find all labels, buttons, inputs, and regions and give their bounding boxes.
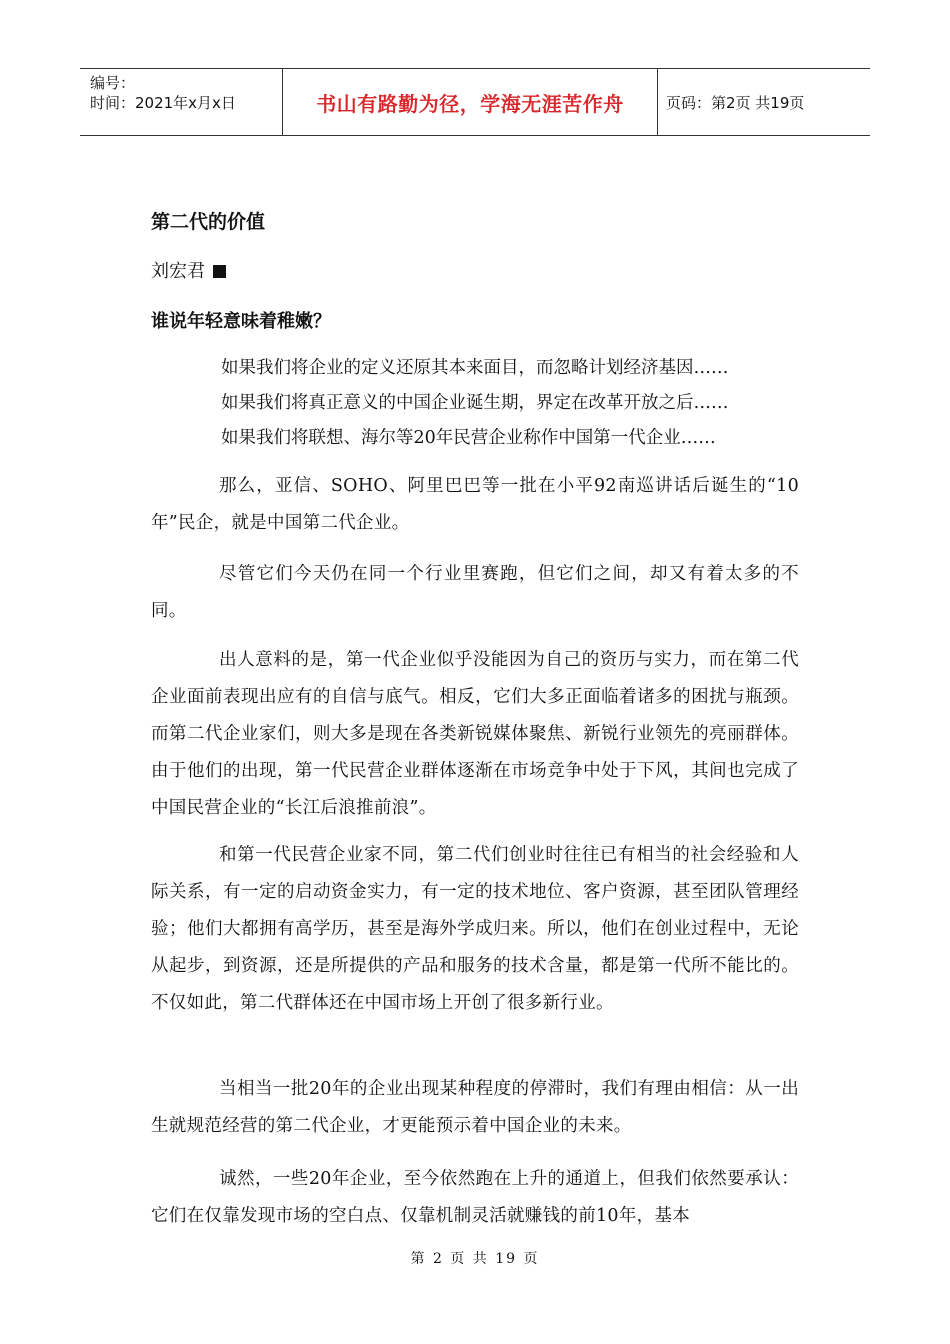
page-footer: 第 2 页 共 19 页 (410, 1251, 540, 1267)
square-bullet-icon (213, 265, 226, 278)
paragraph: 诚然，一些20年企业，至今依然跑在上升的通道上，但我们依然要承认：它们在仅靠发现市场的空白点、仅靠机制灵活就赚钱的前10年，基本 (151, 1169, 799, 1226)
paragraph: 和第一代民营企业家不同，第二代们创业时往往已有相当的社会经验和人际关系，有一定的启动资金实力，有一定的技术地位、客户资源，甚至团队管理经验；他们大都拥有高学历，甚至是海外学成归来。所以，他们在创业过程中，无论从起步，到资源，还是所提供的产品和服务的技术含量，都是第一代所不能比的。不仅如此，第二代群体还在中国市场上开创了很多新行业。 (151, 845, 799, 1013)
intro-line: 如果我们将联想、海尔等20年民营企业称作中国第一代企业…… (221, 428, 716, 448)
motto: 书山有路勤为径，学海无涯苦作舟 (316, 91, 624, 116)
page-info: 页码：第2页 共19页 (666, 93, 805, 112)
header-meta (80, 69, 282, 135)
header-motto-cell (282, 69, 658, 135)
header-page-info (658, 69, 870, 135)
paragraph: 那么，亚信、SOHO、阿里巴巴等一批在小平92南巡讲话后诞生的“10年”民企，就是中国第二代企业。 (151, 476, 799, 533)
intro-line: 如果我们将企业的定义还原其本来面目，而忽略计划经济基因…… (221, 358, 729, 378)
date-label: 时间：2021年x月x日 (90, 94, 236, 112)
number-label: 编号： (90, 74, 136, 92)
paragraph: 尽管它们今天仍在同一个行业里赛跑，但它们之间，却又有着太多的不同。 (151, 564, 799, 621)
page-header (80, 68, 870, 136)
article-subtitle: 谁说年轻意味着稚嫩？ (151, 311, 331, 332)
intro-block (221, 351, 729, 456)
author-name: 刘宏君 (151, 261, 205, 282)
author-line (151, 257, 226, 283)
paragraph: 出人意料的是，第一代企业似乎没能因为自己的资历与实力，而在第二代企业面前表现出应有的自信与底气。相反，它们大多正面临着诸多的困扰与瓶颈。而第二代企业家们，则大多是现在各类新锐媒体聚焦、新锐行业领先的亮丽群体。由于他们的出现，第一代民营企业群体逐渐在市场竞争中处于下风，其间也完成了中国民营企业的“长江后浪推前浪”。 (151, 650, 799, 818)
article-title: 第二代的价值 (151, 211, 266, 233)
paragraph: 当相当一批20年的企业出现某种程度的停滞时，我们有理由相信：从一出生就规范经营的第二代企业，才更能预示着中国企业的未来。 (151, 1079, 799, 1136)
intro-line: 如果我们将真正意义的中国企业诞生期，界定在改革开放之后…… (221, 393, 729, 413)
